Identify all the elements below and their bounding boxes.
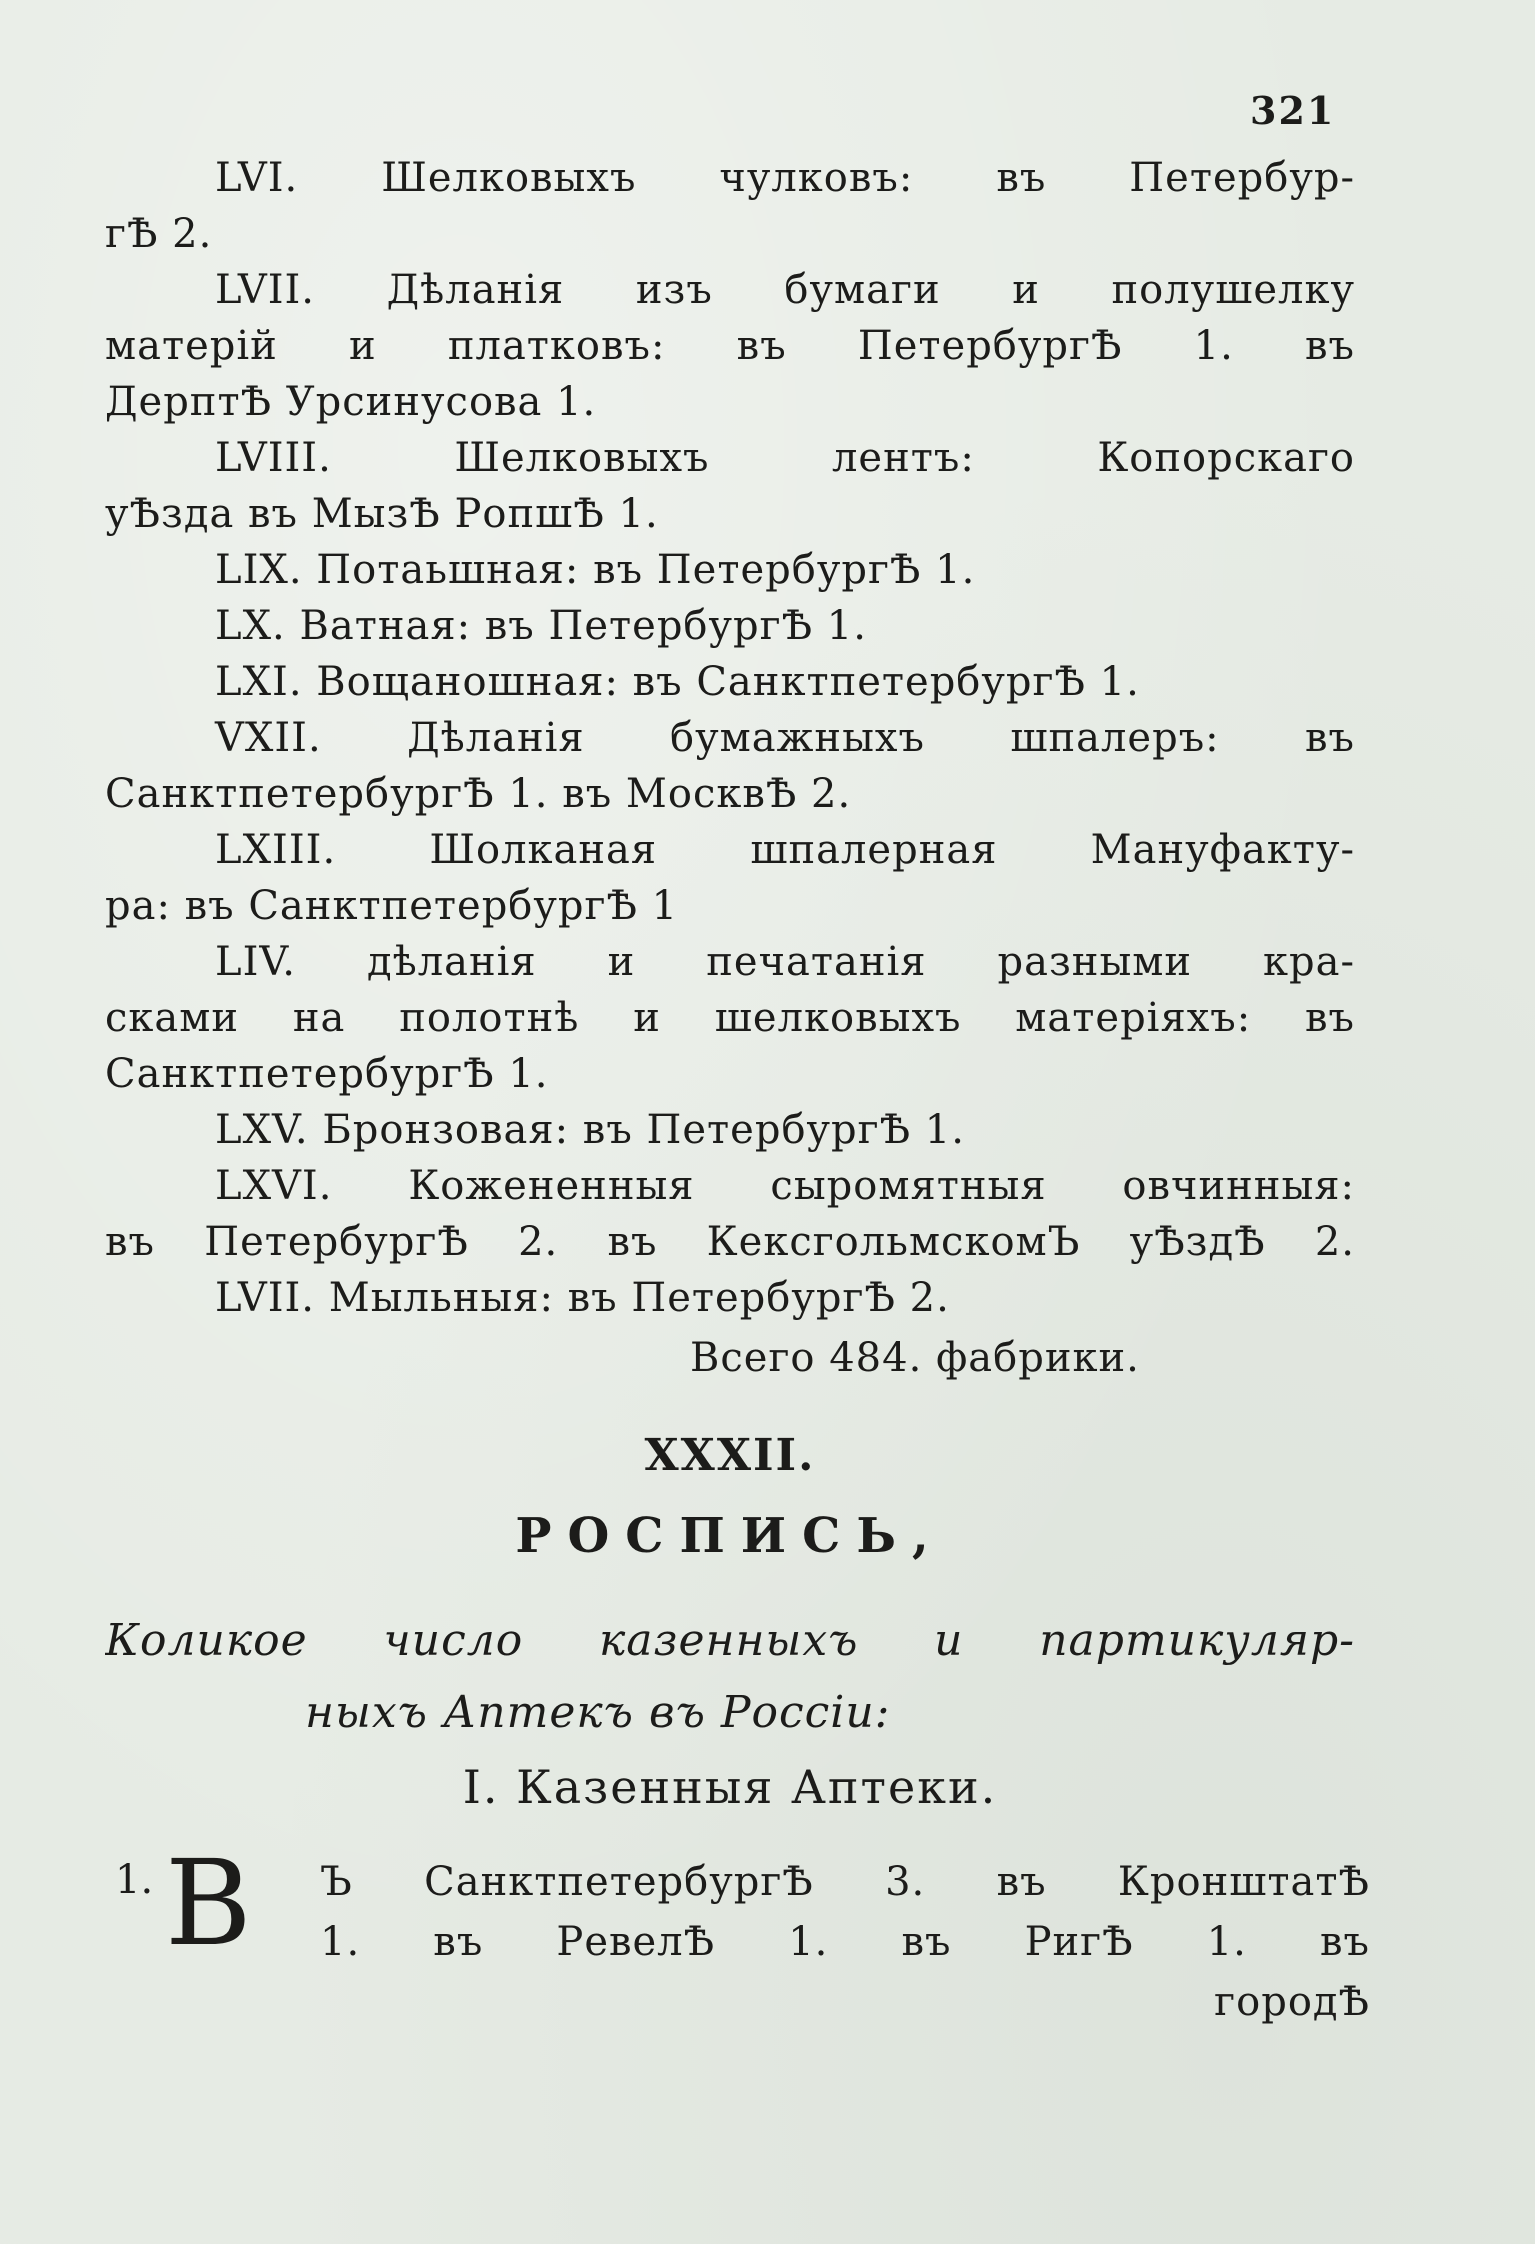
subtitle-line: ныхъ Аптекъ въ Россіи: <box>305 1687 891 1738</box>
list-item-line: уѢзда въ МызѢ РопшѢ 1. <box>105 491 659 537</box>
list-item-line: VXII. Дѣланія бумажныхъ шпалеръ: въ <box>215 715 1355 761</box>
list-item-line: ДерптѢ Урсинусова 1. <box>105 379 597 425</box>
subtitle-line: Коликое число казенныхъ и партикуляр- <box>105 1615 1355 1666</box>
subsection-heading: I. Казенныя Аптеки. <box>462 1760 998 1814</box>
list-item-line: ра: въ СанктпетербургѢ 1 <box>105 883 679 929</box>
list-item-line: LVII. Дѣланія изъ бумаги и полушелку <box>215 267 1355 313</box>
section-subtitle <box>105 1605 1355 1749</box>
entry-text <box>320 1852 1370 2032</box>
list-item-line: СанктпетербургѢ 1. въ МосквѢ 2. <box>105 771 852 817</box>
section-number: XXXII. <box>644 1430 816 1481</box>
factory-list <box>105 150 1355 1390</box>
list-item-line: LX. Ватная: въ ПетербургѢ 1. <box>215 603 867 649</box>
list-item-line: LXVI. Кожененныя сыромятныя овчинныя: <box>215 1163 1355 1209</box>
list-item-line: СанктпетербургѢ 1. <box>105 1051 549 1097</box>
entry-line: городѢ <box>1214 1979 1370 2025</box>
drop-cap: В <box>165 1834 252 1972</box>
list-item-line: LXI. Вощаношная: въ СанктпетербургѢ 1. <box>215 659 1140 705</box>
list-item-line: гѢ 2. <box>105 211 213 257</box>
list-item-line: LIX. Потаьшная: въ ПетербургѢ 1. <box>215 547 976 593</box>
list-item-line: сками на полотнѣ и шелковыхъ матеріяхъ: въ <box>105 995 1355 1041</box>
list-item-line: LVI. Шелковыхъ чулковъ: въ Петербур- <box>215 155 1355 201</box>
list-item-line: LXV. Бронзовая: въ ПетербургѢ 1. <box>215 1107 965 1153</box>
entry-line: 1. въ РевелѢ 1. въ РигѢ 1. въ <box>320 1919 1370 1965</box>
page-number: 321 <box>1250 88 1336 133</box>
entry-number: 1. <box>115 1857 154 1903</box>
section-title: РОСПИСЬ, <box>515 1508 945 1564</box>
list-item-line: матерій и платковъ: въ ПетербургѢ 1. въ <box>105 323 1355 369</box>
list-item-line: LIV. дѣланія и печатанія разными кра- <box>215 939 1355 985</box>
entry-line: Ъ СанктпетербургѢ 3. въ КронштатѢ <box>320 1859 1370 1905</box>
list-item-line: LXIII. Шолканая шпалерная Мануфакту- <box>215 827 1355 873</box>
list-item-line: LVII. Мыльныя: въ ПетербургѢ 2. <box>215 1275 950 1321</box>
first-entry <box>105 1834 1375 2032</box>
list-item-line: въ ПетербургѢ 2. въ КексгольмскомЪ уѢздѢ 2. <box>105 1219 1355 1265</box>
total-line: Всего 484. фабрики. <box>690 1335 1140 1381</box>
list-item-line: LVIII. Шелковыхъ лентъ: Копорскаго <box>215 435 1355 481</box>
